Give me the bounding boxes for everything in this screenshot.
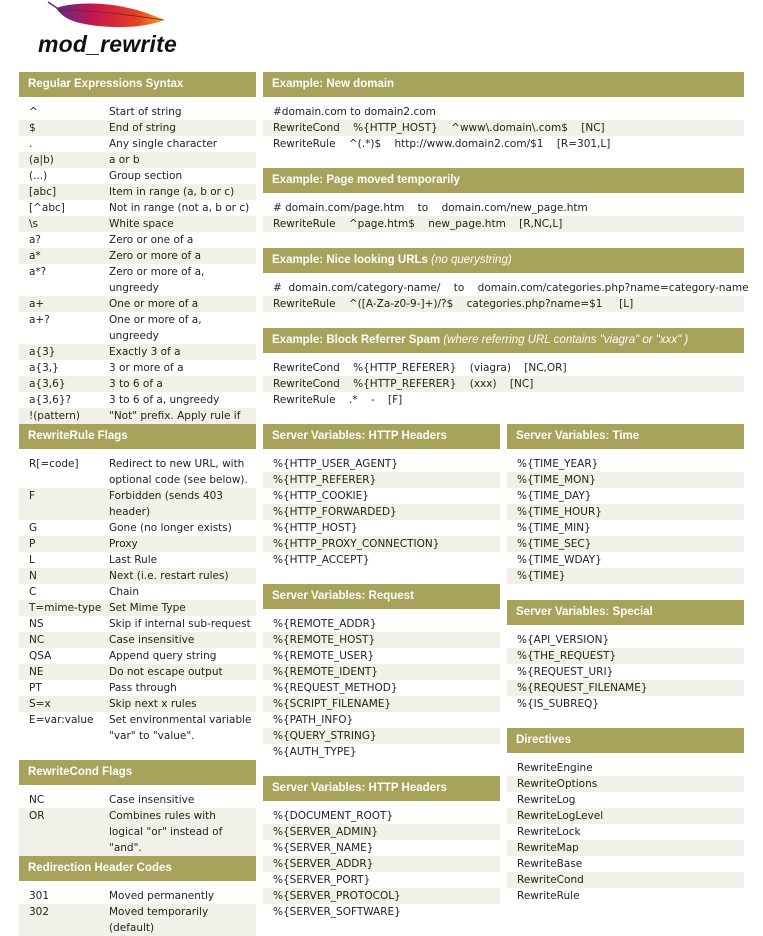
row-key: NS: [29, 618, 44, 630]
example-nice-urls-header: Example: Nice looking URLs (no querystring): [263, 248, 744, 273]
list-item: %{TIME_MON}: [507, 472, 744, 488]
row-key: OR: [29, 810, 45, 822]
row-key: NE: [29, 666, 44, 678]
list-item: RewriteCond %{HTTP_HOST} ^www\.domain\.com$ [NC]: [263, 120, 744, 136]
sv-http-headers-2-panel: [263, 776, 500, 920]
example-new-domain-panel: [263, 72, 744, 152]
table-row: [19, 184, 256, 200]
list-item: # domain.com/page.htm to domain.com/new_page.htm: [273, 202, 588, 214]
row-key: R[=code]: [29, 458, 79, 470]
example-nice-urls-note: (no querystring): [431, 254, 512, 266]
table-row: [19, 712, 256, 744]
table-row: [19, 248, 256, 264]
list-item: %{SERVER_PROTOCOL}: [263, 888, 500, 904]
list-item: %{SERVER_ADDR}: [263, 856, 500, 872]
example-referrer-spam-header: Example: Block Referrer Spam (where referring URL contains "viagra" or "xxx" ): [263, 328, 744, 353]
list-item: # domain.com/category-name/ to domain.com/categories.php?name=category-name: [273, 282, 749, 294]
row-key: a{3}: [29, 346, 56, 358]
list-item: %{HTTP_HOST}: [273, 522, 358, 534]
list-item: %{REMOTE_IDENT}: [263, 664, 500, 680]
table-row: [19, 104, 256, 120]
table-row: [19, 904, 256, 936]
row-key: a*?: [29, 266, 47, 278]
sv-http-headers-header: Server Variables: HTTP Headers: [263, 424, 500, 449]
table-row: [19, 648, 256, 664]
row-description: Forbidden (sends 403 header): [109, 490, 223, 518]
row-description: Case insensitive: [109, 634, 195, 646]
row-description: Redirect to new URL, with optional code (see below).: [109, 458, 248, 486]
list-item: RewriteCond: [507, 872, 744, 888]
list-item: %{REMOTE_HOST}: [263, 632, 500, 648]
list-item: RewriteRule .* - [F]: [273, 394, 403, 406]
table-row: [19, 312, 256, 344]
row-key: !(pattern): [29, 410, 80, 422]
rewriterule-flags-header: RewriteRule Flags: [19, 424, 256, 449]
row-description: Gone (no longer exists): [109, 522, 232, 534]
row-key: P: [29, 538, 36, 550]
table-row: [19, 360, 256, 376]
row-description: Item in range (a, b or c): [109, 186, 235, 198]
row-key: (a|b): [29, 154, 54, 166]
list-item: %{REMOTE_USER}: [273, 650, 375, 662]
row-key: NC: [29, 794, 45, 806]
table-row: [19, 888, 256, 904]
example-referrer-spam-lines: [263, 353, 744, 408]
list-item: RewriteLog: [517, 794, 576, 806]
list-item: %{PATH_INFO}: [273, 714, 354, 726]
table-row: [19, 632, 256, 648]
example-page-moved-header: Example: Page moved temporarily: [263, 168, 744, 193]
directives-header: Directives: [507, 728, 744, 753]
regex-syntax-header: Regular Expressions Syntax: [19, 72, 256, 97]
list-item: RewriteCond %{HTTP_REFERER} (xxx) [NC]: [263, 376, 744, 392]
list-item: %{REMOTE_ADDR}: [273, 618, 377, 630]
row-key: G: [29, 522, 38, 534]
row-key: $: [29, 122, 36, 134]
row-key: ^: [29, 106, 38, 118]
list-item: %{HTTP_REFERER}: [263, 472, 500, 488]
row-description: One or more of a: [109, 298, 199, 310]
list-item: %{HTTP_COOKIE}: [273, 490, 369, 502]
row-key: a+?: [29, 314, 50, 326]
directives-lines: [507, 753, 744, 904]
row-key: F: [29, 490, 36, 502]
example-referrer-spam-panel: [263, 328, 744, 408]
row-description: Zero or more of a: [109, 250, 202, 262]
row-key: a{3,6}?: [29, 394, 72, 406]
rewritecond-flags-panel: [19, 760, 256, 856]
table-row: [19, 168, 256, 184]
row-description: "Not" prefix. Apply rule if: [109, 410, 241, 422]
row-key: [^abc]: [29, 202, 65, 214]
row-key: S=x: [29, 698, 51, 710]
row-description: One or more of a, ungreedy: [109, 314, 202, 342]
regex-syntax-panel: [19, 72, 256, 440]
row-description: Zero or one of a: [109, 234, 194, 246]
list-item: %{TIME_WDAY}: [517, 554, 602, 566]
list-item: %{AUTH_TYPE}: [273, 746, 357, 758]
row-description: Group section: [109, 170, 183, 182]
list-item: %{SERVER_ADMIN}: [263, 824, 500, 840]
list-item: %{SERVER_SOFTWARE}: [273, 906, 401, 918]
table-row: [19, 296, 256, 312]
row-description: Combines rules with logical "or" instead of "and".: [109, 810, 223, 854]
list-item: %{TIME_YEAR}: [517, 458, 599, 470]
row-key: QSA: [29, 650, 52, 662]
list-item: RewriteBase: [517, 858, 583, 870]
sv-http-headers-lines: [263, 449, 500, 568]
row-description: Moved temporarily (default): [109, 906, 209, 934]
list-item: RewriteMap: [507, 840, 744, 856]
row-key: a{3,6}: [29, 378, 66, 390]
rewritecond-flags-rows: [19, 785, 256, 856]
regex-syntax-rows: [19, 97, 256, 440]
row-description: Set Mime Type: [109, 602, 186, 614]
sv-request-header: Server Variables: Request: [263, 584, 500, 609]
list-item: RewriteLock: [517, 826, 581, 838]
list-item: %{HTTP_ACCEPT}: [273, 554, 370, 566]
list-item: %{API_VERSION}: [517, 634, 610, 646]
list-item: %{REQUEST_URI}: [517, 666, 614, 678]
list-item: %{QUERY_STRING}: [263, 728, 500, 744]
redirect-codes-rows: [19, 881, 256, 936]
example-nice-urls-panel: [263, 248, 749, 312]
row-description: Any single character: [109, 138, 218, 150]
list-item: #domain.com to domain2.com: [273, 106, 436, 118]
list-item: %{REQUEST_FILENAME}: [507, 680, 744, 696]
list-item: %{TIME_HOUR}: [507, 504, 744, 520]
row-description: Not in range (not a, b or c): [109, 202, 250, 214]
row-description: Proxy: [109, 538, 138, 550]
row-description: Moved permanently: [109, 890, 215, 902]
row-key: N: [29, 570, 37, 582]
table-row: [19, 392, 256, 408]
table-row: [19, 376, 256, 392]
list-item: RewriteEngine: [517, 762, 593, 774]
directives-panel: [507, 728, 744, 904]
sv-http-headers-2-header: Server Variables: HTTP Headers: [263, 776, 500, 801]
table-row: [19, 792, 256, 808]
table-row: [19, 552, 256, 568]
sv-time-panel: [507, 424, 744, 584]
row-description: 3 to 6 of a: [109, 378, 163, 390]
row-key: NC: [29, 634, 45, 646]
list-item: %{SERVER_PORT}: [273, 874, 371, 886]
list-item: %{SCRIPT_FILENAME}: [263, 696, 500, 712]
list-item: RewriteCond %{HTTP_REFERER} (viagra) [NC,OR]: [273, 362, 567, 374]
list-item: RewriteRule: [517, 890, 580, 902]
list-item: %{TIME_SEC}: [507, 536, 744, 552]
list-item: %{HTTP_USER_AGENT}: [273, 458, 399, 470]
rewriterule-flags-panel: [19, 424, 256, 744]
table-row: [19, 584, 256, 600]
table-row: [19, 456, 256, 488]
sv-special-panel: [507, 600, 744, 712]
example-page-moved-panel: [263, 168, 744, 232]
row-description: Zero or more of a, ungreedy: [109, 266, 205, 294]
rewritecond-flags-header: RewriteCond Flags: [19, 760, 256, 785]
table-row: [19, 520, 256, 536]
list-item: RewriteRule ^(.*)$ http://www.domain2.com/$1 [R=301,L]: [273, 138, 611, 150]
sv-time-header: Server Variables: Time: [507, 424, 744, 449]
row-key: \s: [29, 218, 39, 230]
row-key: E=var:value: [29, 714, 94, 726]
sv-request-panel: [263, 584, 500, 760]
example-referrer-spam-note: (where referring URL contains "viagra" or "xxx" ): [443, 334, 689, 346]
row-description: Append query string: [109, 650, 217, 662]
list-item: RewriteLogLevel: [507, 808, 744, 824]
table-row: [19, 664, 256, 680]
list-item: RewriteOptions: [507, 776, 744, 792]
row-key: 301: [29, 890, 50, 902]
table-row: [19, 488, 256, 520]
row-key: a{3,}: [29, 362, 59, 374]
row-description: Next (i.e. restart rules): [109, 570, 229, 582]
list-item: %{TIME_DAY}: [517, 490, 592, 502]
table-row: [19, 216, 256, 232]
list-item: %{IS_SUBREQ}: [517, 698, 600, 710]
row-key: 302: [29, 906, 50, 918]
table-row: [19, 264, 256, 296]
table-row: [19, 808, 256, 856]
page-title: mod_rewrite: [38, 31, 177, 57]
row-description: Skip if internal sub-request: [109, 618, 251, 630]
list-item: %{REQUEST_METHOD}: [273, 682, 398, 694]
logo: [38, 0, 218, 60]
row-key: a+: [29, 298, 45, 310]
row-description: End of string: [109, 122, 176, 134]
redirect-codes-panel: [19, 856, 256, 936]
list-item: %{THE_REQUEST}: [507, 648, 744, 664]
table-row: [19, 344, 256, 360]
row-description: Start of string: [109, 106, 182, 118]
sv-http-headers-panel: [263, 424, 500, 568]
table-row: [19, 536, 256, 552]
row-description: Pass through: [109, 682, 177, 694]
row-description: a or b: [109, 154, 140, 166]
table-row: [19, 136, 256, 152]
list-item: %{HTTP_FORWARDED}: [263, 504, 500, 520]
redirect-codes-header: Redirection Header Codes: [19, 856, 256, 881]
row-description: Last Rule: [109, 554, 158, 566]
row-key: a?: [29, 234, 42, 246]
table-row: [19, 200, 256, 216]
example-new-domain-lines: [263, 97, 744, 152]
example-new-domain-header: Example: New domain: [263, 72, 744, 97]
list-item: %{SERVER_NAME}: [273, 842, 374, 854]
sv-time-lines: [507, 449, 744, 584]
row-description: Chain: [109, 586, 139, 598]
table-row: [19, 232, 256, 248]
table-row: [19, 696, 256, 712]
sv-http-headers-2-lines: [263, 801, 500, 920]
row-key: L: [29, 554, 35, 566]
sv-special-lines: [507, 625, 744, 712]
table-row: [19, 152, 256, 168]
sv-request-lines: [263, 609, 500, 760]
list-item: %{TIME_MIN}: [517, 522, 591, 534]
row-description: Case insensitive: [109, 794, 195, 806]
rewriterule-flags-rows: [19, 449, 256, 744]
row-key: C: [29, 586, 37, 598]
row-description: 3 or more of a: [109, 362, 184, 374]
row-key: .: [29, 138, 33, 150]
row-description: 3 to 6 of a, ungreedy: [109, 394, 220, 406]
row-key: a*: [29, 250, 41, 262]
list-item: %{HTTP_PROXY_CONNECTION}: [263, 536, 500, 552]
table-row: [19, 568, 256, 584]
table-row: [19, 120, 256, 136]
row-key: T=mime-type: [29, 602, 102, 614]
row-key: [abc]: [29, 186, 57, 198]
example-page-moved-lines: [263, 193, 744, 232]
row-key: (...): [29, 170, 48, 182]
table-row: [19, 600, 256, 616]
row-key: PT: [29, 682, 42, 694]
row-description: Skip next x rules: [109, 698, 197, 710]
example-nice-urls-lines: [263, 273, 749, 312]
row-description: Do not escape output: [109, 666, 223, 678]
sv-special-header: Server Variables: Special: [507, 600, 744, 625]
table-row: [19, 680, 256, 696]
row-description: Exactly 3 of a: [109, 346, 181, 358]
row-description: Set environmental variable "var" to "value".: [109, 714, 252, 742]
list-item: %{DOCUMENT_ROOT}: [273, 810, 394, 822]
list-item: %{TIME}: [507, 568, 744, 584]
table-row: [19, 616, 256, 632]
row-description: White space: [109, 218, 174, 230]
list-item: RewriteRule ^([A-Za-z0-9-]+)/?$ categories.php?name=$1 [L]: [263, 296, 744, 312]
list-item: RewriteRule ^page.htm$ new_page.htm [R,NC,L]: [263, 216, 744, 232]
